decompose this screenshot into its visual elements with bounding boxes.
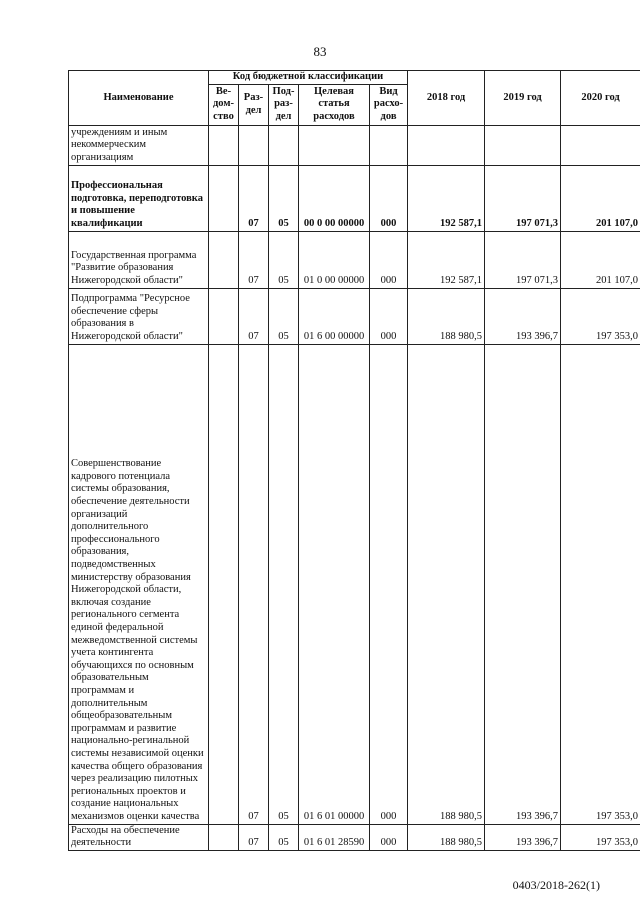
row-vid: 000 xyxy=(370,165,408,231)
row-2019: 197 071,3 xyxy=(485,165,561,231)
row-ved xyxy=(209,231,239,288)
row-ved xyxy=(209,824,239,850)
row-vid: 000 xyxy=(370,344,408,824)
row-2018: 192 587,1 xyxy=(408,165,485,231)
row-2019 xyxy=(485,125,561,165)
header-name: Наименование xyxy=(69,71,209,126)
row-vid: 000 xyxy=(370,288,408,344)
row-podrazdel: 05 xyxy=(269,344,299,824)
row-2018 xyxy=(408,125,485,165)
row-2018: 188 980,5 xyxy=(408,824,485,850)
header-kbk-group: Код бюджетной классификации xyxy=(209,71,408,85)
header-razdel: Раз- дел xyxy=(239,84,269,125)
row-podrazdel xyxy=(269,125,299,165)
header-row-top xyxy=(69,71,640,85)
row-2020: 201 107,0 xyxy=(561,165,640,231)
row-ved xyxy=(209,344,239,824)
row-podrazdel: 05 xyxy=(269,165,299,231)
document-code: 0403/2018-262(1) xyxy=(512,878,600,892)
row-name: Подпрограмма "Ресурсное обеспечение сферы образования в Нижегородской области" xyxy=(69,288,209,344)
row-ved xyxy=(209,165,239,231)
header-2018: 2018 год xyxy=(408,71,485,126)
row-target: 01 6 01 28590 xyxy=(299,824,370,850)
table-row xyxy=(69,125,640,165)
header-podrazdel: Под- раз- дел xyxy=(269,84,299,125)
row-razdel xyxy=(239,125,269,165)
row-2020: 201 107,0 xyxy=(561,231,640,288)
row-name: учреждениям и иным некоммерческим организациям xyxy=(69,125,209,165)
row-vid: 000 xyxy=(370,824,408,850)
row-razdel: 07 xyxy=(239,231,269,288)
row-2020: 197 353,0 xyxy=(561,344,640,824)
row-name: Совершенствование кадрового потенциала системы образования, обеспечение деятельности организаций дополнительного профессионального образования, подведомственных министерству образования Нижегородской области, включая создание регионального сегмента единой федеральной межведомственной системы учета контингента обучающихся по основным образовательным программам и дополнительным общеобразовательным программам и развитие национально-регинальной системы независимой оценки качества общего образования через реализацию пилотных региональных проектов и создание национальных механизмов оценки качества xyxy=(69,344,209,824)
row-2019: 193 396,7 xyxy=(485,824,561,850)
header-2019: 2019 год xyxy=(485,71,561,126)
row-vid xyxy=(370,125,408,165)
row-podrazdel: 05 xyxy=(269,288,299,344)
row-podrazdel: 05 xyxy=(269,824,299,850)
header-target: Целевая статья расходов xyxy=(299,84,370,125)
row-razdel: 07 xyxy=(239,824,269,850)
row-target: 01 0 00 00000 xyxy=(299,231,370,288)
row-vid: 000 xyxy=(370,231,408,288)
table-row xyxy=(69,288,640,344)
row-2018: 188 980,5 xyxy=(408,288,485,344)
row-2020: 197 353,0 xyxy=(561,824,640,850)
header-2020: 2020 год xyxy=(561,71,640,126)
row-name: Профессиональная подготовка, переподготовка и повышение квалификации xyxy=(69,165,209,231)
row-2019: 197 071,3 xyxy=(485,231,561,288)
row-target xyxy=(299,125,370,165)
row-target: 01 6 01 00000 xyxy=(299,344,370,824)
row-name: Государственная программа "Развитие образования Нижегородской области" xyxy=(69,231,209,288)
row-2018: 192 587,1 xyxy=(408,231,485,288)
table-row xyxy=(69,165,640,231)
row-2018: 188 980,5 xyxy=(408,344,485,824)
table-row xyxy=(69,231,640,288)
row-ved xyxy=(209,125,239,165)
row-ved xyxy=(209,288,239,344)
row-target: 00 0 00 00000 xyxy=(299,165,370,231)
row-podrazdel: 05 xyxy=(269,231,299,288)
table-row xyxy=(69,344,640,824)
header-vedomstvo: Ве- дом- ство xyxy=(209,84,239,125)
page-number: 83 xyxy=(313,44,327,59)
row-2019: 193 396,7 xyxy=(485,344,561,824)
row-2020: 197 353,0 xyxy=(561,288,640,344)
row-name: Расходы на обеспечение деятельности xyxy=(69,824,209,850)
row-2020 xyxy=(561,125,640,165)
row-2019: 193 396,7 xyxy=(485,288,561,344)
header-vid: Вид расхо- дов xyxy=(370,84,408,125)
budget-table xyxy=(68,70,640,851)
row-razdel: 07 xyxy=(239,288,269,344)
row-target: 01 6 00 00000 xyxy=(299,288,370,344)
table-row xyxy=(69,824,640,850)
row-razdel: 07 xyxy=(239,344,269,824)
row-razdel: 07 xyxy=(239,165,269,231)
